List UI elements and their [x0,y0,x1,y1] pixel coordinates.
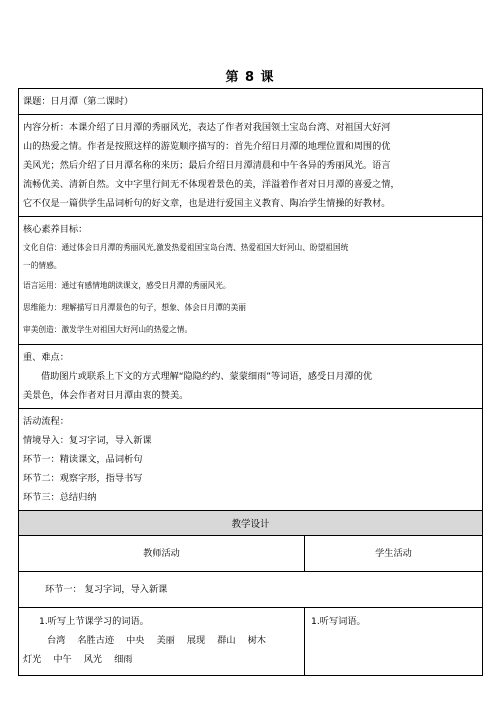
content-analysis-cell [19,115,483,217]
teacher-activity-header: 教师活动 [19,536,305,572]
student-activity-cell [305,608,483,676]
page-title: 第 8 课 [225,70,275,85]
word: 中央 [126,635,145,646]
word: 名胜古迹 [77,635,115,646]
subject-cell [19,89,483,115]
core-literacy-item: 审美创造：激发学生对祖国大好河山的热爱之情。 [23,325,193,334]
content-analysis-line: 山的热爱之情。作者是按照这样的游览顺序描写的：首先介绍日月潭的地理位置和周围的优 [23,141,391,152]
word: 展现 [186,635,206,646]
student-activity-header: 学生活动 [305,536,483,572]
activity-flow-heading: 活动流程： [23,416,69,427]
content-analysis-line: 美风光；然后介绍了日月潭名称的来历；最后介绍日月潭清晨和中午各异的秀丽风光。语言 [23,160,391,171]
activity-flow-item: 情境导入：复习字词，导入新课 [23,435,152,446]
word: 风光 [83,654,103,665]
content-analysis-line: 内容分析：本课介绍了日月潭的秀丽风光，表达了作者对我国领土宝岛台湾、对祖国大好河 [23,122,391,133]
teaching-design-header: 教学设计 [19,511,483,536]
teacher-activity-cell [19,608,305,676]
word: 灯光 [23,654,42,665]
subject-text: 课题：日月潭（第二课时） [23,96,134,107]
teacher-activity-text: 1.听写上节课学习的词语。 [39,616,149,627]
core-literacy-heading: 核心素养目标： [23,224,88,235]
core-literacy-cell [19,217,483,345]
word-list-row [23,650,300,669]
student-activity-text: 1.听写词语。 [311,616,366,627]
core-literacy-item: 语言运用：通过有感情地朗读课文，感受日月潭的秀丽风光。 [23,281,231,290]
word: 台湾 [47,635,66,646]
lesson-plan-table [18,88,483,676]
word: 中午 [53,654,72,665]
core-literacy-item: 文化自信：通过体会日月潭的秀丽风光,激发热爱祖国宝岛台湾、热爱祖国大好河山、盼望祖国统 [23,243,349,252]
key-points-text: 借助图片或联系上下文的方式理解“隐隐约约、蒙蒙细雨”等词语，感受日月潭的优 [41,371,373,382]
key-points-cell [19,345,483,409]
key-points-heading: 重、难点： [23,352,69,363]
key-points-text: 美景色，体会作者对日月潭由衷的赞美。 [23,390,189,401]
activity-flow-item: 环节二：观察字形，指导书写 [23,473,143,484]
word: 细雨 [114,654,133,665]
word: 美丽 [156,635,175,646]
content-analysis-line: 流畅优美、清新自然。文中字里行间无不体现着景色的美，洋溢着作者对日月潭的喜爱之情， [23,179,400,190]
activity-flow-item: 环节一：精读课文，品词析句 [23,454,143,465]
word: 群山 [217,635,236,646]
core-literacy-item: 思维能力：理解描写日月潭景色的句子，想象、体会日月潭的美丽 [23,303,246,312]
section1-heading: 环节一： 复习字词，导入新课 [19,572,483,608]
core-literacy-item: 一的情感。 [23,261,62,270]
word-list-row [39,631,300,650]
word: 树木 [247,635,266,646]
activity-flow-item: 环节三：总结归纳 [23,492,97,503]
activity-flow-cell [19,409,483,511]
content-analysis-line: 它不仅是一篇供学生品词析句的好文章，也是进行爱国主义教育、陶冶学生情操的好教材。 [23,198,391,209]
